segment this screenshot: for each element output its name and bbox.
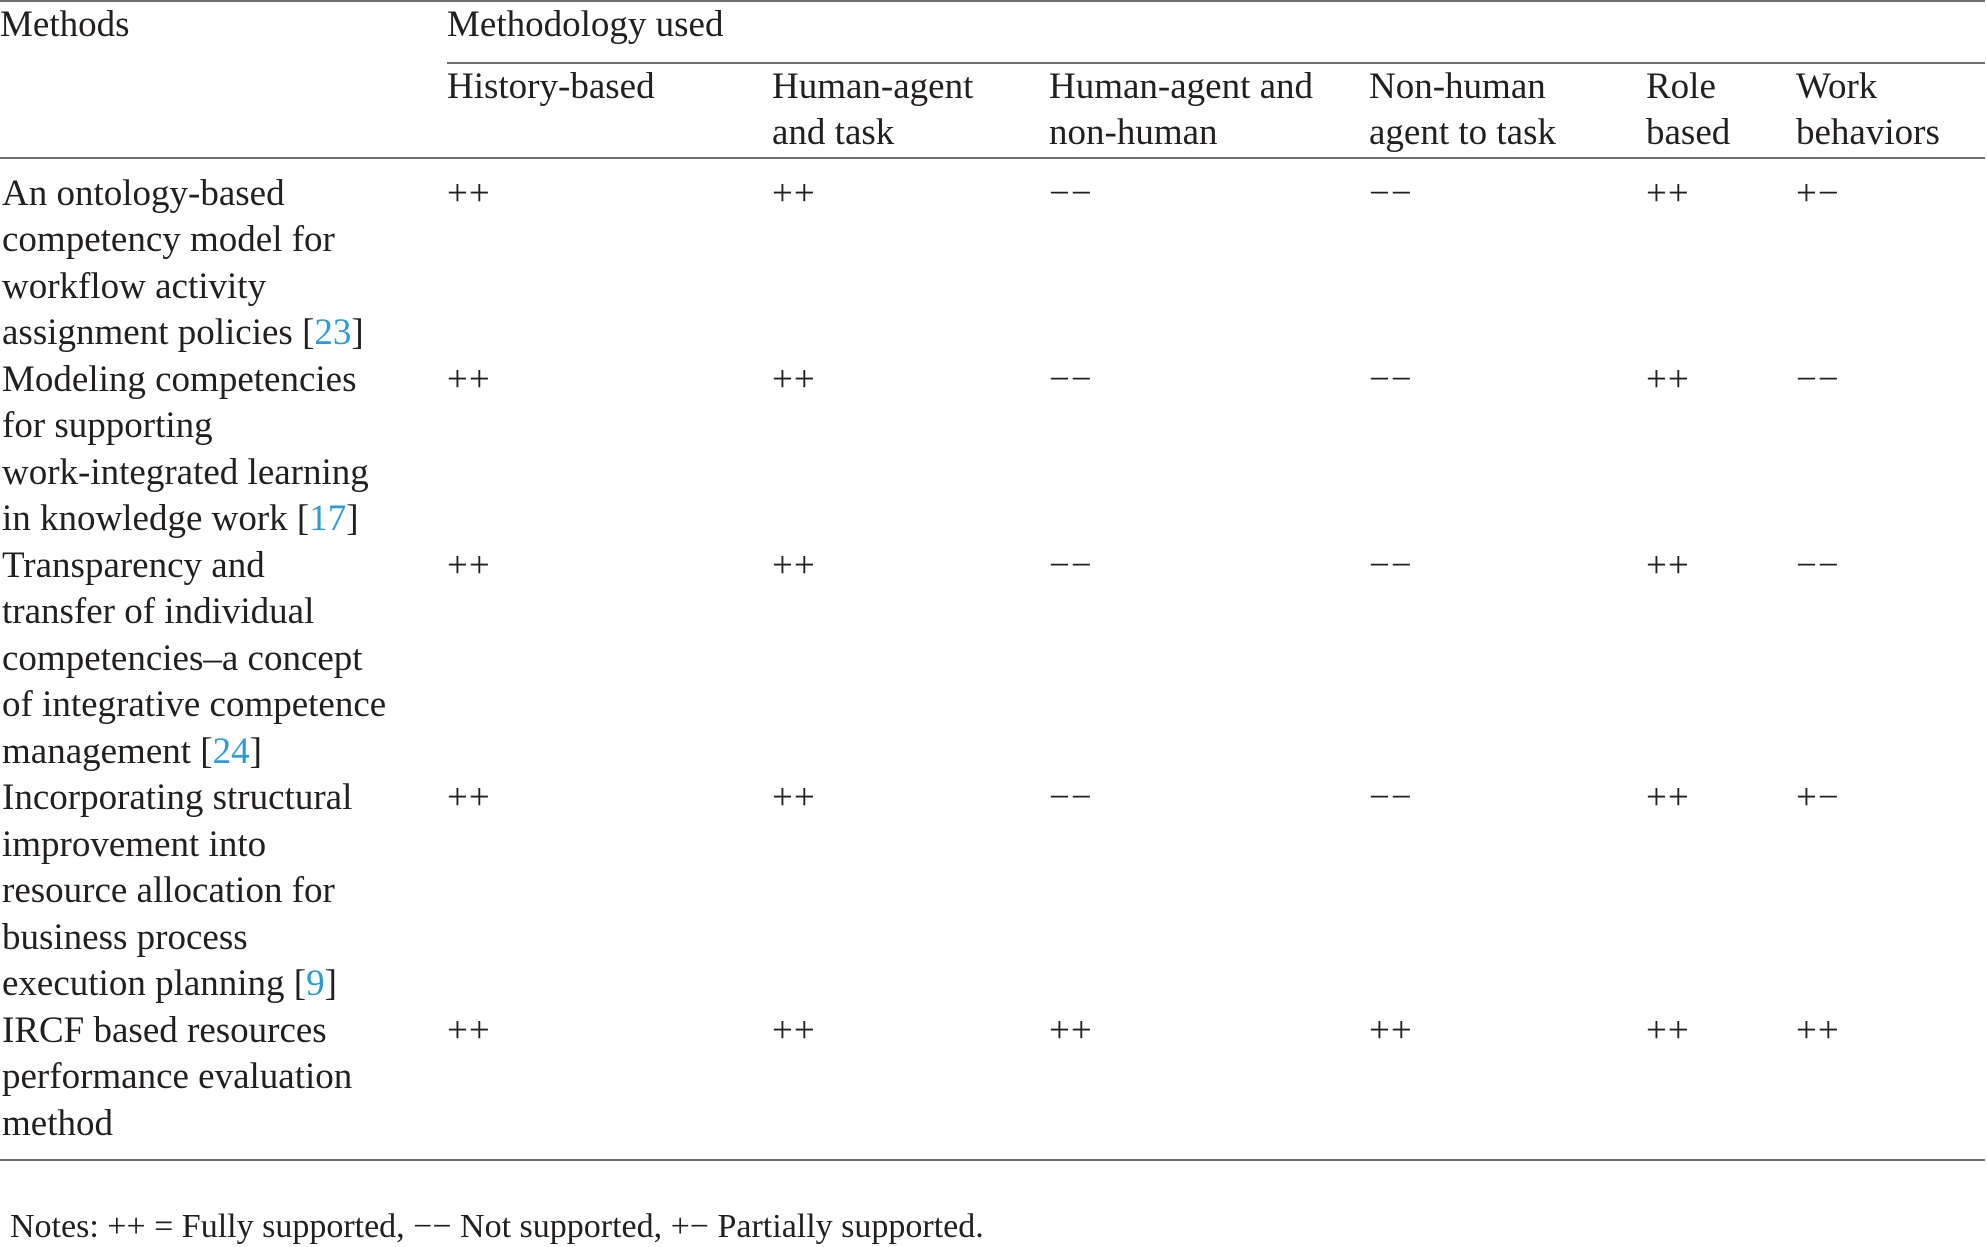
column-header-non-human-agent-task <box>1369 63 1646 158</box>
column-header-line: based <box>1646 112 1731 153</box>
header-row-group <box>0 2 1985 63</box>
method-name-line <box>2 961 447 1008</box>
value-role-based: ++ <box>1646 777 1690 818</box>
method-name-line <box>2 496 447 543</box>
column-header-line: non-human <box>1049 112 1218 153</box>
value-history-based: ++ <box>447 777 491 818</box>
method-name-text: management [ <box>2 730 213 772</box>
table-row <box>0 158 1985 357</box>
method-name-cell <box>0 158 447 357</box>
table-row <box>0 1008 1985 1148</box>
value-work-behaviors: ++ <box>1796 1009 1840 1051</box>
method-name-line: business process <box>2 916 248 958</box>
table-row <box>0 543 1985 776</box>
method-name-line: of integrative competence <box>2 684 387 725</box>
method-name-line: for supporting <box>2 405 213 446</box>
column-header-history-based <box>447 63 772 158</box>
column-header-line: Work <box>1796 65 1878 107</box>
value-non-human-agent-task: −− <box>1369 777 1413 818</box>
citation-bracket: ] <box>324 963 337 1004</box>
value-work-behaviors: −− <box>1796 358 1840 400</box>
value-human-agent-task: ++ <box>772 777 816 818</box>
value-history-based: ++ <box>447 172 491 214</box>
value-human-agent-task: ++ <box>772 172 816 214</box>
value-non-human-agent-task: ++ <box>1369 1009 1413 1051</box>
value-non-human-agent-task: −− <box>1369 172 1413 214</box>
citation-bracket: ] <box>249 730 262 772</box>
column-header-line: History-based <box>447 65 655 107</box>
method-name-line <box>2 729 447 776</box>
table-notes: Notes: ++ = Fully supported, −− Not supported, +− Partially supported. <box>10 1208 984 1245</box>
bottom-rule <box>0 1147 1985 1160</box>
column-header-line: Non-human <box>1369 65 1546 107</box>
method-name-line: work-integrated learning <box>2 451 369 493</box>
method-name-line: resource allocation for <box>2 870 335 911</box>
method-name-line: workflow activity <box>2 265 267 307</box>
value-role-based: ++ <box>1646 544 1690 586</box>
table-body <box>0 1 1985 1160</box>
column-header-role-based <box>1646 63 1796 158</box>
method-name-line <box>2 310 447 357</box>
column-header-line: Human-agent <box>772 65 974 107</box>
method-name-cell <box>0 1008 447 1148</box>
column-header-line: behaviors <box>1796 112 1940 153</box>
citation-link[interactable]: 17 <box>309 498 347 539</box>
value-role-based: ++ <box>1646 358 1690 400</box>
value-history-based: ++ <box>447 358 491 400</box>
method-name-cell <box>0 543 447 776</box>
method-name-text: assignment policies [ <box>2 312 315 353</box>
value-work-behaviors: +− <box>1796 172 1840 214</box>
method-name-line: improvement into <box>2 823 267 865</box>
method-name-line: performance evaluation <box>2 1056 353 1097</box>
method-name-line: competencies–a concept <box>2 637 363 679</box>
value-human-agent-non-human: −− <box>1049 544 1093 586</box>
citation-link[interactable]: 9 <box>306 963 325 1004</box>
method-name-line: IRCF based resources <box>2 1009 327 1051</box>
value-human-agent-task: ++ <box>772 544 816 586</box>
citation-bracket: ] <box>351 312 364 353</box>
column-header-work-behaviors <box>1796 63 1985 158</box>
citation-bracket: ] <box>346 498 359 539</box>
table-row <box>0 357 1985 543</box>
method-name-line: method <box>2 1102 113 1144</box>
table-row <box>0 775 1985 1008</box>
method-name-line: Transparency and <box>2 544 265 586</box>
methodology-group-header: Methodology used <box>447 2 1985 63</box>
method-name-cell <box>0 357 447 543</box>
method-name-line: Modeling competencies <box>2 358 357 400</box>
method-name-text: execution planning [ <box>2 963 307 1004</box>
method-name-cell <box>0 775 447 1008</box>
value-human-agent-non-human: −− <box>1049 172 1093 214</box>
value-non-human-agent-task: −− <box>1369 358 1413 400</box>
value-history-based: ++ <box>447 1009 491 1051</box>
citation-link[interactable]: 23 <box>314 312 352 353</box>
value-human-agent-non-human: ++ <box>1049 1009 1093 1051</box>
method-name-line: An ontology-based <box>2 172 285 214</box>
value-work-behaviors: +− <box>1796 777 1840 818</box>
column-header-line: Human-agent and <box>1049 65 1314 107</box>
column-header-human-agent-non-human <box>1049 63 1369 158</box>
value-human-agent-non-human: −− <box>1049 358 1093 400</box>
method-name-line: competency model for <box>2 219 335 260</box>
methods-header: Methods <box>0 2 447 158</box>
value-role-based: ++ <box>1646 172 1690 214</box>
value-history-based: ++ <box>447 544 491 586</box>
method-name-text: in knowledge work [ <box>2 498 310 539</box>
method-name-line: transfer of individual <box>2 591 315 632</box>
value-role-based: ++ <box>1646 1009 1690 1051</box>
column-header-line: and task <box>772 112 895 153</box>
column-header-line: agent to task <box>1369 112 1557 153</box>
method-name-line: Incorporating structural <box>2 777 353 818</box>
value-human-agent-task: ++ <box>772 1009 816 1051</box>
citation-link[interactable]: 24 <box>212 730 250 772</box>
value-human-agent-task: ++ <box>772 358 816 400</box>
column-header-line: Role <box>1646 65 1716 107</box>
value-human-agent-non-human: −− <box>1049 777 1093 818</box>
value-non-human-agent-task: −− <box>1369 544 1413 586</box>
column-header-human-agent-task <box>772 63 1049 158</box>
value-work-behaviors: −− <box>1796 544 1840 586</box>
